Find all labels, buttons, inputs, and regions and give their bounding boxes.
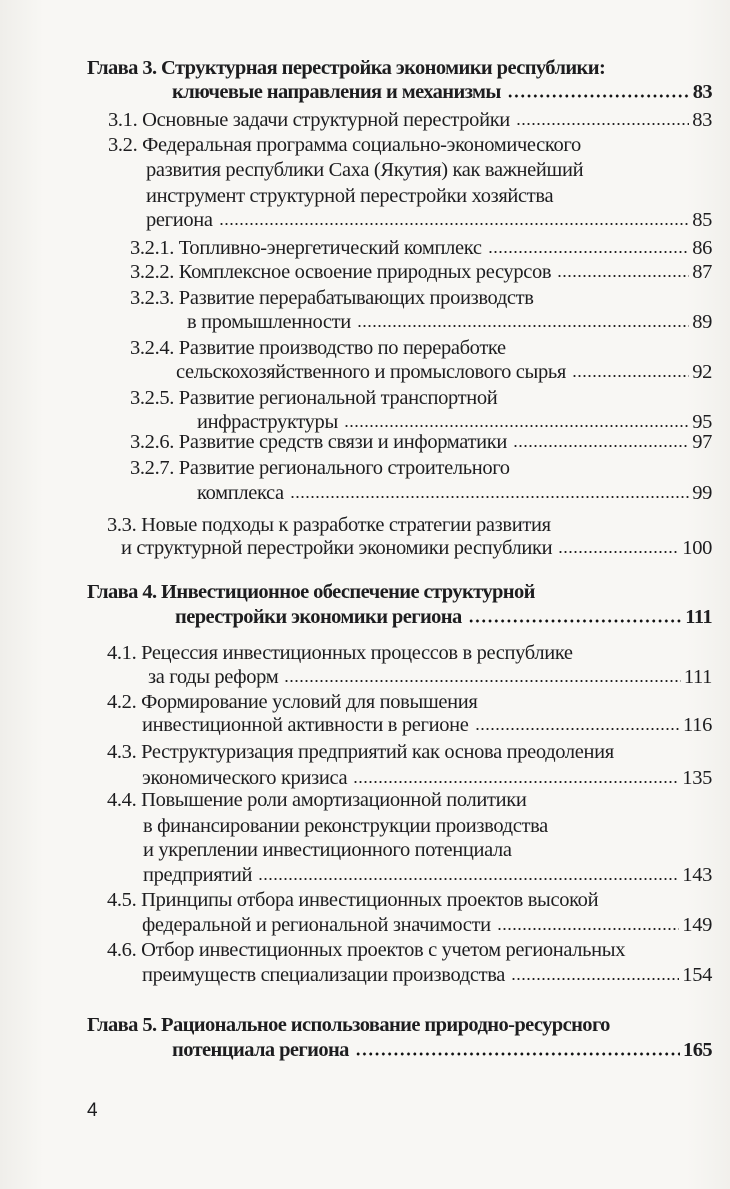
toc-entry-line bbox=[107, 690, 712, 714]
chapter-3-title bbox=[87, 56, 712, 80]
dot-leader bbox=[475, 725, 681, 731]
toc-entry-line bbox=[176, 360, 712, 384]
toc-text: и структурной перестройки экономики республики bbox=[121, 537, 553, 559]
dot-leader bbox=[344, 422, 689, 428]
toc-text: 4.2. Формирование условий для повышения bbox=[107, 691, 478, 713]
toc-entry-line bbox=[107, 740, 712, 764]
toc-entry-line bbox=[130, 236, 712, 260]
toc-text: 3.2.2. Комплексное освоение природных ресурсов bbox=[130, 261, 552, 283]
toc-entry-line bbox=[143, 838, 712, 862]
dot-leader bbox=[284, 677, 680, 683]
toc-entry-line bbox=[107, 788, 712, 812]
toc-entry-line bbox=[187, 310, 712, 334]
toc-entry-line bbox=[142, 913, 712, 937]
dot-leader bbox=[219, 220, 690, 226]
toc-entry-line bbox=[107, 513, 712, 537]
page-ref: 97 bbox=[692, 431, 712, 453]
toc-text: перестройки экономики региона bbox=[175, 606, 462, 628]
toc-text: Глава 5. Рациональное использование природно-ресурсного bbox=[87, 1014, 610, 1036]
toc-text: 3.1. Основные задачи структурной перестройки bbox=[108, 109, 510, 131]
toc-entry-line bbox=[146, 158, 712, 182]
dot-leader bbox=[353, 778, 679, 784]
toc-text: региона bbox=[146, 209, 213, 231]
dot-leader bbox=[488, 248, 690, 254]
toc-text: развития республики Саха (Якутия) как важнейший bbox=[146, 159, 584, 181]
toc-text: 4.5. Принципы отбора инвестиционных проектов высокой bbox=[107, 889, 599, 911]
toc-text: инвестиционной активности в регионе bbox=[142, 714, 469, 736]
page-ref: 87 bbox=[692, 261, 712, 283]
toc-text: 3.2.5. Развитие региональной транспортной bbox=[130, 387, 498, 409]
toc-entry-line bbox=[130, 456, 712, 480]
toc-entry-line bbox=[130, 286, 712, 310]
toc-text: Глава 3. Структурная перестройка экономики республики: bbox=[87, 57, 606, 79]
toc-text: 3.2.1. Топливно-энергетический комплекс bbox=[130, 237, 482, 259]
page-ref: 95 bbox=[692, 411, 712, 433]
toc-text: федеральной и региональной значимости bbox=[142, 914, 491, 936]
dot-leader bbox=[290, 493, 689, 499]
toc-text: 3.3. Новые подходы к разработке стратегии развития bbox=[107, 514, 551, 536]
toc-entry-line bbox=[107, 938, 712, 962]
dot-leader bbox=[497, 925, 680, 931]
toc-entry-line bbox=[175, 605, 712, 629]
toc-text: инструмент структурной перестройки хозяйства bbox=[146, 185, 554, 207]
page-ref: 92 bbox=[692, 361, 712, 383]
toc-entry-line bbox=[143, 814, 712, 838]
page-ref: 100 bbox=[682, 537, 712, 559]
toc-entry-line bbox=[130, 336, 712, 360]
dot-leader bbox=[357, 322, 689, 328]
toc-text: 4.1. Рецессия инвестиционных процессов в республике bbox=[107, 642, 573, 664]
page-ref: 111 bbox=[685, 606, 712, 628]
toc-entry-line bbox=[148, 665, 712, 689]
toc-text: 3.2.7. Развитие регионального строительного bbox=[130, 457, 510, 479]
toc-text: ключевые направления и механизмы bbox=[172, 81, 501, 103]
page-ref: 165 bbox=[683, 1039, 712, 1061]
dot-leader bbox=[258, 875, 679, 881]
page-ref: 85 bbox=[692, 209, 712, 231]
toc-text: потенциала региона bbox=[172, 1039, 349, 1061]
toc-text: за годы реформ bbox=[148, 666, 279, 688]
toc-entry-line bbox=[121, 536, 712, 560]
toc-entry-line bbox=[146, 184, 712, 208]
dot-leader bbox=[557, 272, 689, 278]
page-number: 4 bbox=[87, 1100, 98, 1121]
dot-leader bbox=[355, 1050, 680, 1056]
toc-text: 4.3. Реструктуризация предприятий как основа преодоления bbox=[107, 741, 614, 763]
toc-entry-line bbox=[172, 80, 712, 104]
toc-text: преимуществ специализации производства bbox=[142, 964, 506, 986]
toc-entry-line bbox=[130, 386, 712, 410]
toc-text: комплекса bbox=[197, 482, 284, 504]
toc-text: предприятий bbox=[143, 864, 253, 886]
dot-leader bbox=[516, 120, 689, 126]
toc-entry-line bbox=[142, 963, 712, 987]
toc-text: в промышленности bbox=[187, 311, 351, 333]
page-ref: 89 bbox=[692, 311, 712, 333]
toc-text: сельскохозяйственного и промыслового сырья bbox=[176, 361, 566, 383]
dot-leader bbox=[572, 372, 689, 378]
toc-entry-line bbox=[130, 260, 712, 284]
toc-text: Глава 4. Инвестиционное обеспечение структурной bbox=[87, 581, 535, 603]
dot-leader bbox=[468, 617, 683, 623]
toc-entry-line bbox=[143, 863, 712, 887]
toc-text: экономического кризиса bbox=[142, 767, 348, 789]
page-ref: 149 bbox=[682, 914, 712, 936]
toc-entry-line bbox=[107, 888, 712, 912]
dot-leader bbox=[513, 442, 689, 448]
toc-entry-line bbox=[172, 1038, 712, 1062]
toc-entry-line bbox=[197, 481, 712, 505]
toc-entry-line bbox=[142, 766, 712, 790]
chapter-4-title bbox=[87, 580, 712, 604]
dot-leader bbox=[558, 548, 679, 554]
page-ref: 111 bbox=[683, 666, 712, 688]
toc-text: 3.2. Федеральная программа социально-экономического bbox=[108, 134, 581, 156]
dot-leader bbox=[507, 92, 690, 98]
toc-entry-line bbox=[130, 430, 712, 454]
toc-text: и укреплении инвестиционного потенциала bbox=[143, 839, 512, 861]
toc-entry-line bbox=[107, 641, 712, 665]
toc-entry-line bbox=[108, 108, 712, 132]
page-ref: 86 bbox=[692, 237, 712, 259]
toc-text: инфраструктуры bbox=[197, 411, 338, 433]
page-ref: 135 bbox=[682, 767, 712, 789]
page-ref: 116 bbox=[683, 714, 712, 736]
toc-text: 3.2.6. Развитие средств связи и информатики bbox=[130, 431, 507, 453]
page-ref: 83 bbox=[692, 109, 712, 131]
page-ref: 154 bbox=[682, 964, 712, 986]
toc-text: 4.4. Повышение роли амортизационной политики bbox=[107, 789, 527, 811]
toc-text: 4.6. Отбор инвестиционных проектов с учетом региональных bbox=[107, 939, 626, 961]
toc-text: в финансировании реконструкции производства bbox=[143, 815, 548, 837]
page-ref: 83 bbox=[692, 81, 712, 103]
page-ref: 99 bbox=[692, 482, 712, 504]
dot-leader bbox=[511, 975, 679, 981]
toc-entry-line bbox=[146, 208, 712, 232]
toc-entry-line bbox=[142, 713, 712, 737]
toc-text: 3.2.4. Развитие производство по переработке bbox=[130, 337, 506, 359]
chapter-5-title bbox=[87, 1013, 712, 1037]
page-ref: 143 bbox=[682, 864, 712, 886]
toc-text: 3.2.3. Развитие перерабатывающих производств bbox=[130, 287, 534, 309]
toc-entry-line bbox=[108, 133, 712, 157]
